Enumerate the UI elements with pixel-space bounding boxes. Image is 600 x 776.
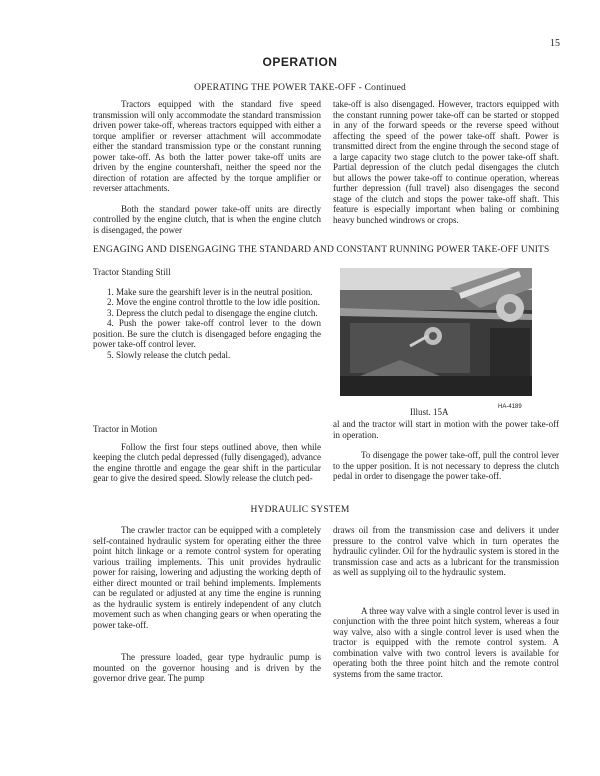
tractor-pto-photo: [340, 268, 532, 396]
intro-paragraph-1: Tractors equipped with the standard five speed transmission will only accommodate the standard transmission driven power take-off, whereas tractors equipped with either a torque amplifier or reverser attachment will accommodate either the standard transmission type or the constant running power take-off. As both the latter power take-off units are driven by the engine countershaft, neither the speed nor the direction of rotation are affected by the torque amplifier or reverser attachments.: [93, 99, 321, 193]
illustration-photo: [340, 268, 532, 396]
subheading-power-takeoff: OPERATING THE POWER TAKE-OFF - Continued: [194, 83, 406, 93]
hydraulic-paragraph-4: A three way valve with a single control lever is used in conjunction with the three point hitch system, whereas a four way valve, also with a single control lever is used when the tractor is equipped with the remote control system. A combination valve with two control levers is available for operating both the three point hitch and the remote control systems from the same tractor.: [333, 605, 559, 679]
step-2: 2. Move the engine control throttle to the low idle position.: [107, 297, 320, 307]
intro-paragraph-3: take-off is also disengaged. However, tractors equipped with the constant running power take-off can be started or stopped in any of the forward speeds or the reverse speed without affecting the speed of the power take-off shaft. Power is transmitted direct from the engine through the second stage of a large capacity two stage clutch to the power take-off shaft. Partial depression of the clutch pedal disengages the clutch but allows the power take-off to continue operation, whereas further depression (full travel) also disengages the second stage of the clutch and stops the power take-off shaft. This feature is especially important when baling or combining heavy bunched windrows or crops.: [333, 99, 559, 225]
standing-still-heading: Tractor Standing Still: [93, 267, 171, 277]
in-motion-paragraph-3: To disengage the power take-off, pull the control lever to the upper position. It is not necessary to depress the clutch pedal in order to disengage the power take-off.: [333, 450, 559, 481]
intro-left-column: [93, 99, 321, 235]
illustration-code: HA-4189: [498, 404, 522, 410]
in-motion-paragraph-2: al and the tractor will start in motion with the power take-off in operation.: [333, 419, 559, 440]
in-motion-left-column: [93, 424, 321, 484]
step-4: 4. Push the power take-off control lever to the down position. Be sure the clutch is disengaged before engaging the power take-off control lever.: [93, 318, 321, 349]
subheading-engaging: ENGAGING AND DISENGAGING THE STANDARD AND CONSTANT RUNNING POWER TAKE-OFF UNITS: [93, 245, 550, 255]
intro-right-column: [333, 99, 559, 225]
step-5: 5. Slowly release the clutch pedal.: [107, 349, 231, 360]
subheading-hydraulic: HYDRAULIC SYSTEM: [250, 505, 350, 515]
in-motion-heading: Tractor in Motion: [93, 424, 158, 434]
standing-still-section: [93, 267, 321, 360]
hydraulic-paragraph-2: The pressure loaded, gear type hydraulic pump is mounted on the governor housing and is driven by the governor drive gear. The pump: [93, 652, 321, 683]
hydraulic-left-column: [93, 525, 321, 684]
hydraulic-paragraph-1: The crawler tractor can be equipped with a completely self-contained hydraulic system for operating either the three point hitch linkage or a remote control system for operating various trailing implements. This unit provides hydraulic power for raising, lowering and adjusting the working depth of either direct mounted or trail behind implements. Implements can be regulated or adjusted at any time the engine is running as the hydraulic system is entirely independent of any clutch movement such as when changing gears or when operating the power take-off.: [93, 525, 321, 630]
step-3: 3. Depress the clutch pedal to disengage the engine clutch.: [107, 307, 318, 318]
page-number: 15: [550, 38, 560, 49]
step-1: 1. Make sure the gearshift lever is in the neutral position.: [107, 286, 313, 297]
hydraulic-right-column: [333, 525, 559, 679]
hydraulic-paragraph-3: draws oil from the transmission case and delivers it under pressure to the control valve which in turn operates the hydraulic cylinder. Oil for the hydraulic system is stored in the transmission case and acts as a lubricant for the transmission as well as supplying oil to the hydraulic system.: [333, 525, 559, 577]
in-motion-paragraph-1: Follow the first four steps outlined above, then while keeping the clutch pedal depressed (fully disengaged), advance the engine throttle and engage the gear shift in the particular gear to give the desired speed. Slowly release the clutch ped-: [93, 441, 321, 483]
in-motion-right-column: [333, 419, 559, 482]
illustration-caption: Illust. 15A: [410, 407, 449, 417]
section-title: OPERATION: [262, 55, 338, 69]
intro-paragraph-2: Both the standard power take-off units are directly controlled by the engine clutch, that is when the engine clutch is disengaged, the power: [93, 203, 321, 235]
